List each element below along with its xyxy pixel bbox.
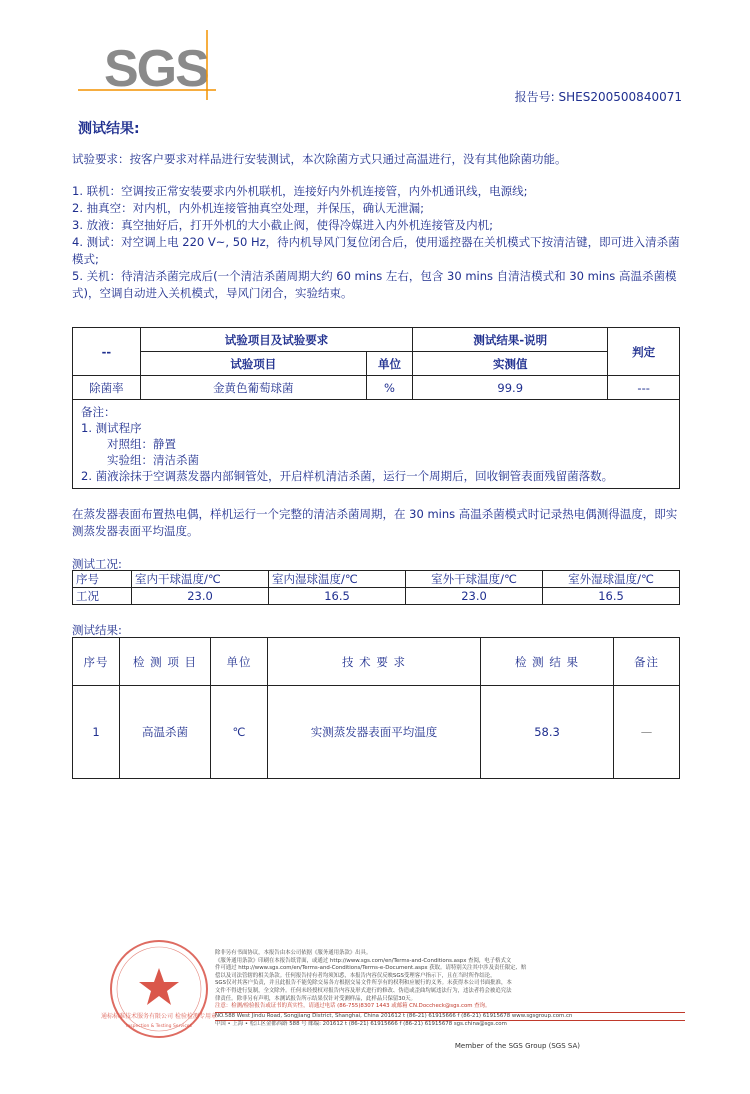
res-requirement: 实测蒸发器表面平均温度	[268, 686, 481, 779]
notes-item-1: 1. 测试程序	[81, 421, 142, 435]
res-header-remark: 备注	[614, 638, 680, 686]
step-4: 4. 测试：对空调上电 220 V~, 50 Hz，待内机导风门复位闭合后，使用遥控器在关机模式下按清洁键，即可进入清杀菌模式;	[72, 235, 680, 266]
row-unit: %	[366, 376, 412, 400]
res-header-requirement: 技 术 要 求	[268, 638, 481, 686]
notes-control-group: 对照组：静置	[107, 437, 176, 451]
step-1: 1. 联机：空调按正常安装要求内外机联机，连接好内外机连接管，内外机通讯线，电源线;	[72, 184, 528, 198]
test-results-table	[72, 637, 680, 779]
table1-result-header: 测试结果-说明	[413, 328, 608, 352]
row-item: 金黄色葡萄球菌	[140, 376, 366, 400]
res-header-no: 序号	[73, 638, 120, 686]
notes-title: 备注：	[81, 405, 116, 419]
cond-indoor-wet: 16.5	[269, 588, 406, 605]
res-remark: —	[614, 686, 680, 779]
results-label: 测试结果:	[72, 623, 122, 637]
footer-line: 文件不得进行复制，全文除外。任何未经授权对报告内容及形式进行的修改、伪造或歪曲均属违法行为，违法者将会被追究法	[215, 987, 512, 994]
table-row	[73, 588, 680, 605]
footer-line: 偿以及司法管辖的相关条款。任何报告持有者均须知悉，本报告内容仅反映SGS受理客户指示下，且在当时所作结论，	[215, 972, 496, 979]
cond-header-outdoor-wet: 室外湿球温度/℃	[543, 571, 680, 588]
footer-line: 件可通过 http://www.sgs.com/en/Terms-and-Conditions/Terms-e-Document.aspx 获取。请特别关注其中涉及责任限定、赔	[215, 965, 527, 972]
report-number: 报告号: SHES200500840071	[514, 90, 682, 104]
section-title: 测试结果:	[78, 121, 140, 137]
table1-item-req-header: 试验项目及试验要求	[140, 328, 412, 352]
table1-judge-header: 判定	[608, 328, 680, 376]
table-row	[73, 376, 680, 400]
seal-sub-text: Inspection & Testing Services	[126, 1024, 192, 1029]
thermocouple-description: 在蒸发器表面布置热电偶，样机运行一个完整的清洁杀菌周期，在 30 mins 高温杀菌模式时记录热电偶测得温度，即实测蒸发器表面平均温度。	[72, 507, 678, 538]
footer-address-en: NO.588 West Jindu Road, Songjiang District, Shanghai, China 201612 t (86-21) 61915666 f (86-21) 61915678 www.sgsgroup.com.cn	[215, 1012, 685, 1021]
notes-item-2: 2. 菌液涂抹于空调蒸发器内部铜管处，开启样机清洁杀菌，运行一个周期后，回收铜管表面残留菌落数。	[81, 469, 614, 483]
cond-indoor-dry: 23.0	[132, 588, 269, 605]
res-header-result: 检 测 结 果	[481, 638, 614, 686]
cond-row-label: 工况	[73, 588, 132, 605]
res-unit: ℃	[211, 686, 268, 779]
notes-test-group: 实验组：清洁杀菌	[107, 453, 199, 467]
sterilization-rate-table	[72, 327, 680, 489]
footer-member: Member of the SGS Group (SGS SA)	[454, 1042, 580, 1050]
res-result: 58.3	[481, 686, 614, 779]
sgs-logo	[68, 28, 218, 102]
notes-cell	[73, 400, 680, 489]
table1-measured-header: 实测值	[413, 352, 608, 376]
res-item: 高温杀菌	[120, 686, 211, 779]
footer-line: 《服务通用条款》印刷在本报告纸背面，或通过 http://www.sgs.com/en/Terms-and-Conditions.aspx 查阅，电子格式文	[215, 957, 512, 964]
footer-line: 律责任。除非另有声明，本测试报告所示结果仅针对受测样品，此样品只保留30天。	[215, 995, 416, 1002]
logo-text: SGS	[104, 40, 208, 98]
test-conditions-table	[72, 570, 680, 605]
row-value: 99.9	[413, 376, 608, 400]
footer-address-cn: 中国 • 上海 • 松江区金都西路 588 号 邮编: 201612 t (86-21) 61915666 f (86-21) 61915678 sgs.china@sgs.com	[215, 1020, 685, 1029]
row-judge: ---	[608, 376, 680, 400]
step-2: 2. 抽真空：对内机，内外机连接管抽真空处理，并保压，确认无泄漏;	[72, 201, 424, 215]
procedure-steps	[72, 183, 684, 302]
cond-header-outdoor-dry: 室外干球温度/℃	[406, 571, 543, 588]
seal-text: 通标标准技术服务有限公司 检验检测专用章	[101, 1013, 217, 1020]
footer-verification-notice: 注意：检测/检验报告或证书的真实性，请通过电话 (86-755)8307 1443 或邮箱 CN.Doccheck@sgs.com 查询。	[215, 1003, 491, 1010]
cond-header-no: 序号	[73, 571, 132, 588]
res-header-unit: 单位	[211, 638, 268, 686]
step-5: 5. 关机：待清洁杀菌完成后(一个清洁杀菌周期大约 60 mins 左右，包含 30 mins 自清洁模式和 30 mins 高温杀菌模式)，空调自动进入关机模式，导风门闭合，实验结束。	[72, 269, 677, 300]
res-header-item: 检 测 项 目	[120, 638, 211, 686]
cond-header-indoor-dry: 室内干球温度/℃	[132, 571, 269, 588]
seal-star-icon	[139, 968, 179, 1005]
table1-item-header: 试验项目	[140, 352, 366, 376]
official-seal-stamp	[101, 938, 217, 1040]
res-no: 1	[73, 686, 120, 779]
cond-outdoor-dry: 23.0	[406, 588, 543, 605]
test-requirement: 试验要求：按客户要求对样品进行安装测试，本次除菌方式只通过高温进行，没有其他除菌功能。	[72, 152, 567, 166]
table1-dash-header: --	[73, 328, 141, 376]
conditions-label: 测试工况:	[72, 557, 122, 571]
footer-line: 除非另有书面协议，本报告由本公司依据《服务通用条款》出具。	[215, 950, 372, 956]
table-row	[73, 686, 680, 779]
row-name: 除菌率	[73, 376, 141, 400]
cond-header-indoor-wet: 室内湿球温度/℃	[269, 571, 406, 588]
footer-line: SGS仅对其客户负责，并且此报告不能免除交易各方根据交易文件所享有的权利和应履行的义务。未获得本公司书面批准，本	[215, 980, 512, 987]
cond-outdoor-wet: 16.5	[543, 588, 680, 605]
step-3: 3. 放液：真空抽好后，打开外机的大小截止阀，使得冷媒进入内外机连接管及内机;	[72, 218, 493, 232]
table1-unit-header: 单位	[366, 352, 412, 376]
footer-legal-text	[215, 950, 685, 1029]
